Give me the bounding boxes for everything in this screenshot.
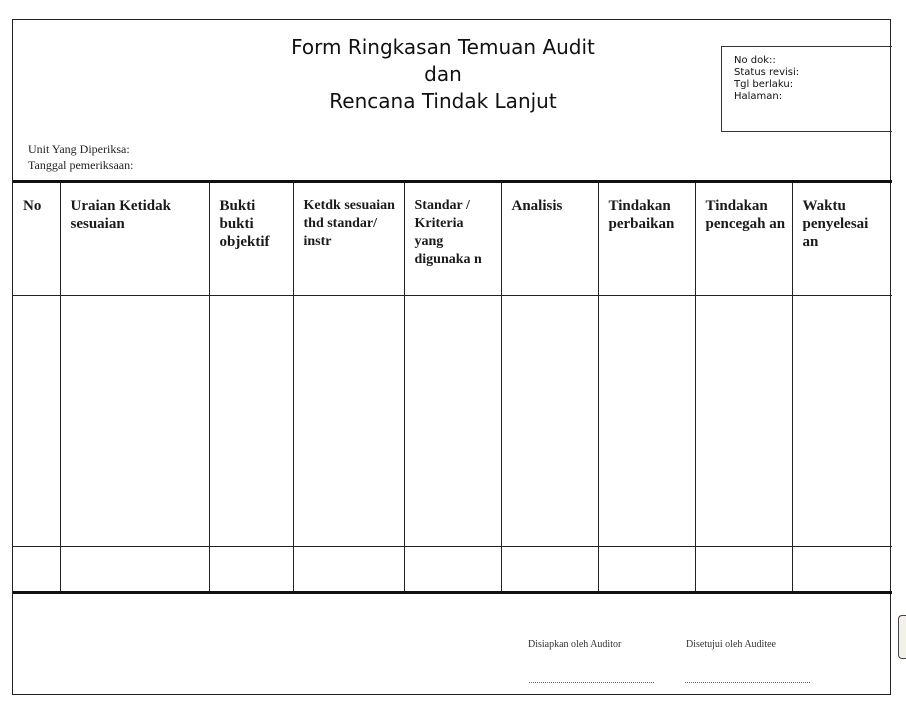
table-header-row: [13, 182, 892, 296]
table-cell[interactable]: [501, 296, 598, 547]
form-title: [243, 34, 643, 115]
page-edge-tab: [898, 615, 906, 659]
audit-unit-info: [28, 141, 133, 173]
table-cell[interactable]: [60, 296, 209, 547]
document-info-box: [721, 46, 892, 132]
col-header-corrective-action: Tindakan perbaikan: [598, 182, 695, 296]
prepared-by-auditor-label: Disiapkan oleh Auditor: [528, 639, 622, 650]
table-cell[interactable]: [501, 547, 598, 593]
table-cell[interactable]: [695, 547, 792, 593]
table-cell[interactable]: [209, 296, 293, 547]
unit-label: Unit Yang Diperiksa:: [28, 142, 130, 156]
auditee-signature-line[interactable]: [685, 682, 810, 683]
approved-by-auditee-label: Disetujui oleh Auditee: [686, 639, 776, 650]
table-cell[interactable]: [404, 296, 501, 547]
table-cell[interactable]: [293, 296, 404, 547]
col-header-no: No: [13, 182, 60, 296]
table-cell[interactable]: [598, 547, 695, 593]
table-row: [13, 296, 892, 547]
table-row: [13, 547, 892, 593]
date-label: Tanggal pemeriksaan:: [28, 158, 134, 172]
audit-form-sheet: [12, 19, 891, 695]
table-cell[interactable]: [695, 296, 792, 547]
page-label: Halaman:: [734, 91, 783, 102]
col-header-evidence: Bukti bukti objektif: [209, 182, 293, 296]
audit-findings-table: [13, 180, 892, 594]
col-header-completion-time: Waktu penyelesai an: [792, 182, 892, 296]
table-cell[interactable]: [792, 547, 892, 593]
doc-number-label: No dok::: [734, 55, 776, 66]
table-cell[interactable]: [293, 547, 404, 593]
table-cell[interactable]: [598, 296, 695, 547]
effective-date-label: Tgl berlaku:: [734, 79, 794, 90]
title-line-3: Rencana Tindak Lanjut: [329, 89, 557, 113]
col-header-standard-nonconformity: Ketdk sesuaian thd standar/ instr: [293, 182, 404, 296]
title-line-2: dan: [424, 62, 462, 86]
col-header-preventive-action: Tindakan pencegah an: [695, 182, 792, 296]
table-cell[interactable]: [60, 547, 209, 593]
auditor-signature-line[interactable]: [529, 682, 654, 683]
table-cell[interactable]: [209, 547, 293, 593]
revision-status-label: Status revisi:: [734, 67, 800, 78]
table-cell[interactable]: [13, 296, 60, 547]
table-cell[interactable]: [792, 296, 892, 547]
table-cell[interactable]: [13, 547, 60, 593]
col-header-nonconformity: Uraian Ketidak sesuaian: [60, 182, 209, 296]
col-header-criteria: Standar / Kriteria yang digunaka n: [404, 182, 501, 296]
title-line-1: Form Ringkasan Temuan Audit: [291, 35, 595, 59]
col-header-analysis: Analisis: [501, 182, 598, 296]
table-cell[interactable]: [404, 547, 501, 593]
